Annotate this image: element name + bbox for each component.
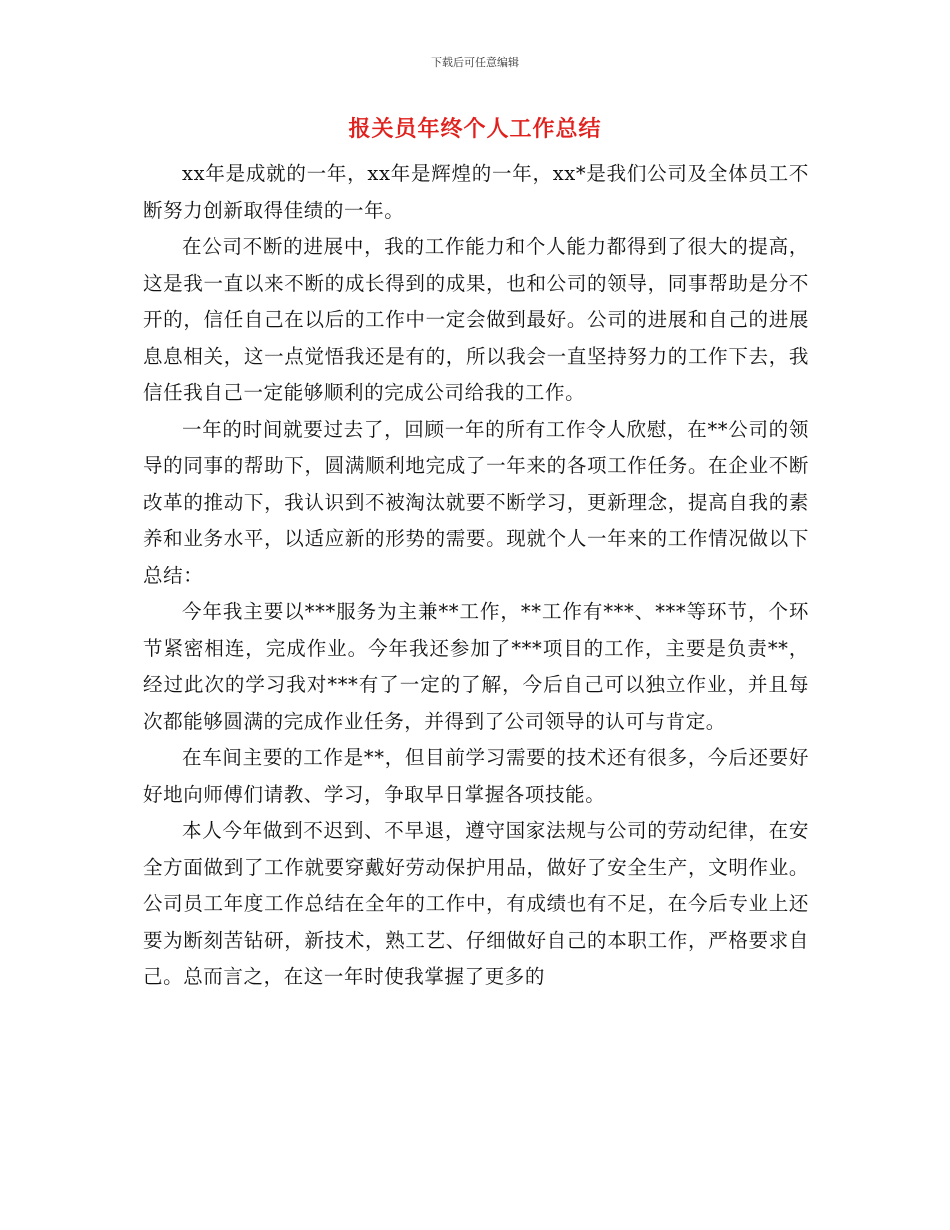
paragraph-4: 今年我主要以***服务为主兼**工作，**工作有***、***等环节，个环节紧密相连，完成作业。今年我还参加了***项目的工作，主要是负责**，经过此次的学习我对***有了一定的了解，今后自己可以独立作业，并且每次都能够圆满的完成作业任务，并得到了公司领导的认可与肯定。: [143, 600, 809, 733]
paragraph-1: xx年是成就的一年，xx年是辉煌的一年，xx*是我们公司及全体员工不断努力创新取得佳绩的一年。: [143, 162, 809, 222]
paragraph-3: 一年的时间就要过去了，回顾一年的所有工作令人欣慰，在**公司的领导的同事的帮助下，圆满顺利地完成了一年来的各项工作任务。在企业不断改革的推动下，我认识到不被淘汰就要不断学习，更新理念，提高自我的素养和业务水平，以适应新的形势的需要。现就个人一年来的工作情况做以下总结：: [143, 417, 809, 587]
header-note: 下载后可任意编辑: [431, 56, 519, 69]
paragraph-5: 在车间主要的工作是**，但目前学习需要的技术还有很多，今后还要好好地向师傅们请教、学习，争取早日掌握各项技能。: [143, 746, 809, 806]
document-body: [143, 156, 809, 996]
paragraph-2: 在公司不断的进展中，我的工作能力和个人能力都得到了很大的提高，这是我一直以来不断的成长得到的成果，也和公司的领导，同事帮助是分不开的，信任自己在以后的工作中一定会做到最好。公司的进展和自己的进展息息相关，这一点觉悟我还是有的，所以我会一直坚持努力的工作下去，我信任我自己一定能够顺利的完成公司给我的工作。: [143, 235, 809, 404]
document-title: 报关员年终个人工作总结: [348, 117, 602, 142]
paragraph-6: 本人今年做到不迟到、不早退，遵守国家法规与公司的劳动纪律，在安全方面做到了工作就要穿戴好劳动保护用品，做好了安全生产，文明作业。公司员工年度工作总结在全年的工作中，有成绩也有不足，在今后专业上还要为断刻苦钻研，新技术，熟工艺、仔细做好自己的本职工作，严格要求自己。总而言之，在这一年时使我掌握了更多的: [143, 819, 809, 988]
